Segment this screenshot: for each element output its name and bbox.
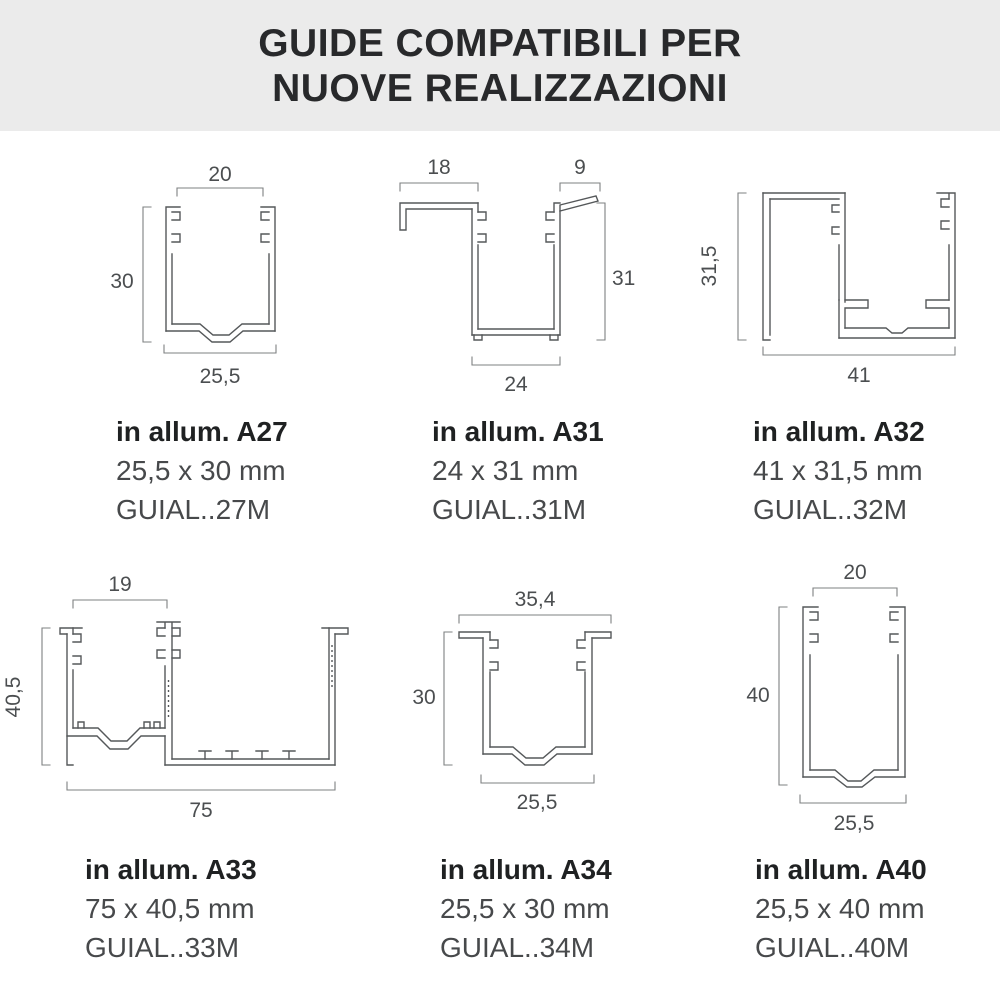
a32-profile-outline (763, 193, 955, 340)
profile-size: 24 x 31 mm (432, 455, 579, 486)
a32-dim-left: 31,5 (698, 245, 721, 287)
a31-dim-top-right: 9 (574, 156, 586, 179)
profile-code: GUIAL..34M (440, 932, 595, 963)
a27-profile-outline (166, 207, 275, 342)
profile-label-a31 (432, 412, 604, 529)
a33-dim-top: 19 (108, 573, 132, 596)
profile-name: in allum. A34 (440, 854, 612, 885)
profile-a34-diagram (400, 560, 680, 830)
a31-dim-right: 31 (612, 267, 636, 290)
a31-dim-top-left: 18 (427, 156, 451, 179)
a34-dimensions (412, 588, 611, 814)
profile-size: 75 x 40,5 mm (85, 893, 255, 924)
a34-dim-left: 30 (412, 686, 436, 709)
profile-name: in allum. A32 (753, 416, 925, 447)
a40-dim-top: 20 (843, 561, 867, 584)
page-header (0, 0, 1000, 131)
a40-dimensions (746, 561, 906, 835)
a27-dim-top: 20 (208, 163, 232, 186)
a33-profile-outline (60, 622, 348, 765)
profile-name: in allum. A27 (116, 416, 288, 447)
a33-dim-bottom: 75 (189, 799, 213, 822)
a31-dimensions (400, 156, 635, 396)
a34-dim-bottom: 25,5 (516, 791, 558, 814)
a31-profile-outline (400, 196, 598, 340)
profile-label-a34 (440, 850, 612, 967)
a34-dim-top: 35,4 (514, 588, 556, 611)
a33-dimensions (2, 573, 335, 822)
profile-a27-diagram (100, 150, 320, 400)
profile-label-a32 (753, 412, 925, 529)
a32-dim-bottom: 41 (847, 364, 871, 387)
profile-size: 25,5 x 30 mm (440, 893, 610, 924)
a27-dimensions (110, 163, 276, 388)
profile-a31-diagram (390, 150, 640, 400)
profile-size: 41 x 31,5 mm (753, 455, 923, 486)
profile-label-a40 (755, 850, 927, 967)
a40-profile-outline (803, 607, 905, 787)
profile-code: GUIAL..33M (85, 932, 240, 963)
profile-code: GUIAL..27M (116, 494, 271, 525)
profile-name: in allum. A31 (432, 416, 604, 447)
profile-label-a27 (116, 412, 288, 529)
profile-size: 25,5 x 30 mm (116, 455, 286, 486)
a31-dim-bottom: 24 (504, 373, 528, 396)
profile-name: in allum. A33 (85, 854, 257, 885)
profile-size: 25,5 x 40 mm (755, 893, 925, 924)
a40-dim-bottom: 25,5 (833, 812, 875, 835)
page-title-line1: GUIDE COMPATIBILI PER (258, 21, 742, 65)
profile-a40-diagram (720, 560, 990, 845)
profile-code: GUIAL..40M (755, 932, 910, 963)
profile-a33-diagram (0, 560, 380, 830)
a33-dim-left: 40,5 (2, 676, 25, 718)
a27-dim-left: 30 (110, 270, 134, 293)
a40-dim-left: 40 (746, 684, 770, 707)
a27-dim-bottom: 25,5 (199, 365, 241, 388)
a34-profile-outline (459, 632, 611, 765)
profile-a32-diagram (690, 150, 980, 400)
page-title-line2: NUOVE REALIZZAZIONI (272, 66, 728, 110)
profile-name: in allum. A40 (755, 854, 927, 885)
profile-code: GUIAL..32M (753, 494, 908, 525)
profile-label-a33 (85, 850, 257, 967)
profile-code: GUIAL..31M (432, 494, 587, 525)
a32-dimensions (698, 193, 955, 387)
